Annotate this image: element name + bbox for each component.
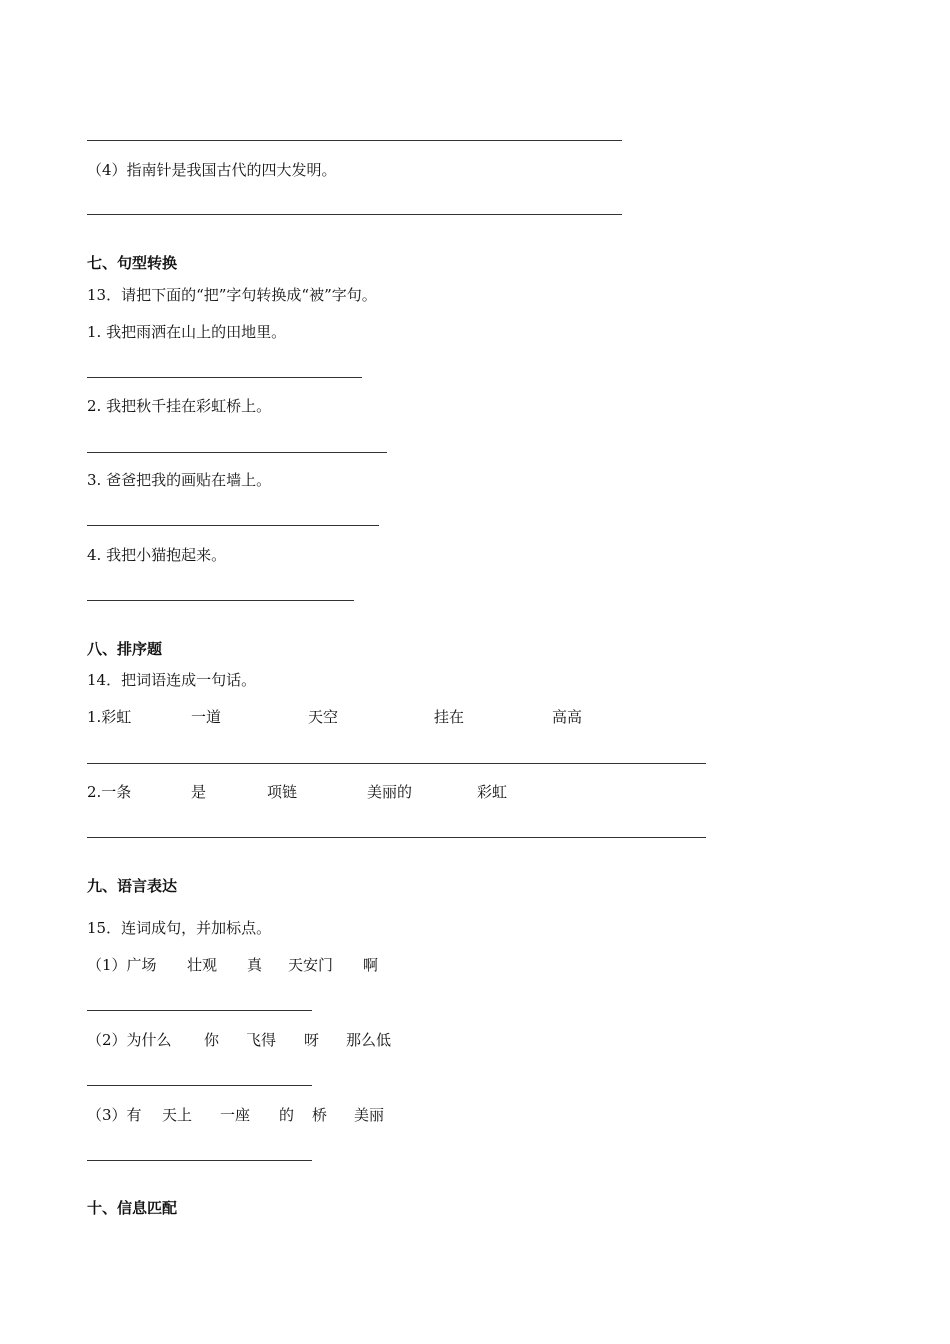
word: （2）为什么 bbox=[87, 1031, 172, 1049]
answer-line bbox=[87, 377, 362, 378]
section-heading: 八、排序题 bbox=[87, 640, 163, 658]
question-item: （4）指南针是我国古代的四大发明。 bbox=[87, 161, 337, 179]
word: 天空 bbox=[308, 708, 339, 726]
word: 2.一条 bbox=[87, 783, 132, 801]
word: 天安门 bbox=[288, 956, 334, 974]
word: 1.彩虹 bbox=[87, 708, 132, 726]
question-item: 3. 爸爸把我的画贴在墙上。 bbox=[87, 471, 272, 489]
question-prompt: 15．连词成句，并加标点。 bbox=[87, 919, 272, 937]
word: 天上 bbox=[162, 1106, 193, 1124]
answer-line bbox=[87, 763, 706, 764]
section-heading: 十、信息匹配 bbox=[87, 1199, 178, 1217]
word: 啊 bbox=[363, 956, 379, 974]
word: 飞得 bbox=[246, 1031, 277, 1049]
section-heading: 七、句型转换 bbox=[87, 254, 178, 272]
word: 真 bbox=[247, 956, 263, 974]
question-prompt: 14．把词语连成一句话。 bbox=[87, 671, 257, 689]
answer-line bbox=[87, 214, 622, 215]
word: 高高 bbox=[552, 708, 583, 726]
answer-line bbox=[87, 600, 354, 601]
question-item: 2. 我把秋千挂在彩虹桥上。 bbox=[87, 397, 272, 415]
question-prompt: 13．请把下面的“把”字句转换成“被”字句。 bbox=[87, 286, 377, 304]
word: 美丽 bbox=[354, 1106, 385, 1124]
word: 是 bbox=[191, 783, 207, 801]
question-item: 4. 我把小猫抱起来。 bbox=[87, 546, 227, 564]
word: 一道 bbox=[191, 708, 222, 726]
answer-line bbox=[87, 837, 706, 838]
word: （1）广场 bbox=[87, 956, 157, 974]
word: （3）有 bbox=[87, 1106, 142, 1124]
word: 你 bbox=[204, 1031, 220, 1049]
word: 挂在 bbox=[434, 708, 465, 726]
word: 壮观 bbox=[187, 956, 218, 974]
word: 呀 bbox=[304, 1031, 320, 1049]
word: 美丽的 bbox=[367, 783, 413, 801]
answer-line bbox=[87, 1010, 312, 1011]
answer-line bbox=[87, 140, 622, 141]
section-heading: 九、语言表达 bbox=[87, 877, 178, 895]
word: 那么低 bbox=[346, 1031, 392, 1049]
word: 项链 bbox=[267, 783, 298, 801]
word: 的 bbox=[279, 1106, 295, 1124]
word: 一座 bbox=[220, 1106, 251, 1124]
question-item: 1. 我把雨洒在山上的田地里。 bbox=[87, 323, 287, 341]
word: 桥 bbox=[312, 1106, 328, 1124]
answer-line bbox=[87, 452, 387, 453]
answer-line bbox=[87, 1160, 312, 1161]
word: 彩虹 bbox=[477, 783, 508, 801]
answer-line bbox=[87, 1085, 312, 1086]
answer-line bbox=[87, 525, 379, 526]
